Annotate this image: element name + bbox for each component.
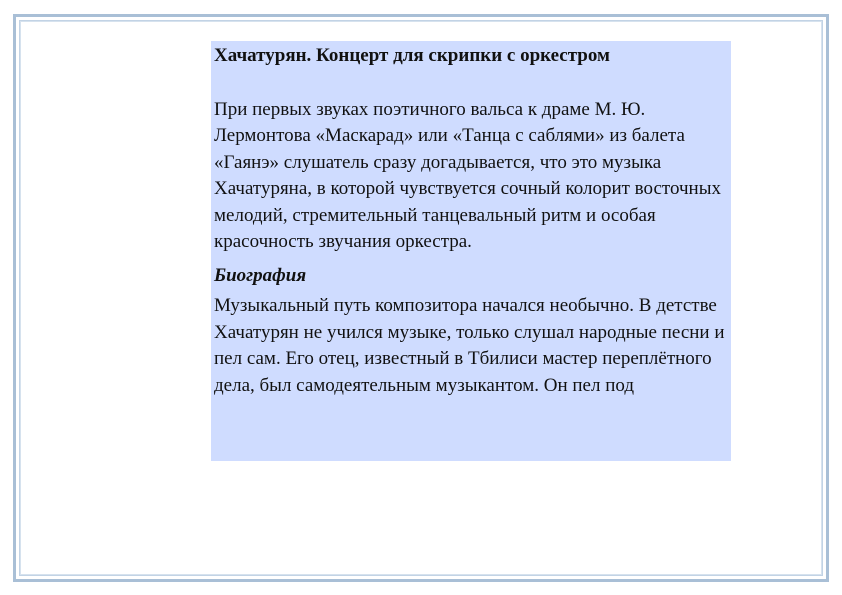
text-box xyxy=(211,41,731,461)
intro-paragraph: При первых звуках поэтичного вальса к драме М. Ю. Лермонтова «Маскарад» или «Танца с саблями» из балета «Гаянэ» слушатель сразу догадывается, что это музыка Хачатуряна, в которой чувствуется сочный колорит восточных мелодий, стремительный танцевальный ритм и особая красочность звучания оркестра. xyxy=(214,98,721,252)
section-heading: Биография xyxy=(214,264,307,286)
document-title: Хачатурян. Концерт для скрипки с оркестром xyxy=(214,45,610,66)
section-paragraph: Музыкальный путь композитора начался необычно. В детстве Хачатурян не учился музыке, только слушал народные песни и пел сам. Его отец, известный в Тбилиси мастер переплётного дела, был самодеятельным музыкантом. Он пел под xyxy=(214,295,725,396)
